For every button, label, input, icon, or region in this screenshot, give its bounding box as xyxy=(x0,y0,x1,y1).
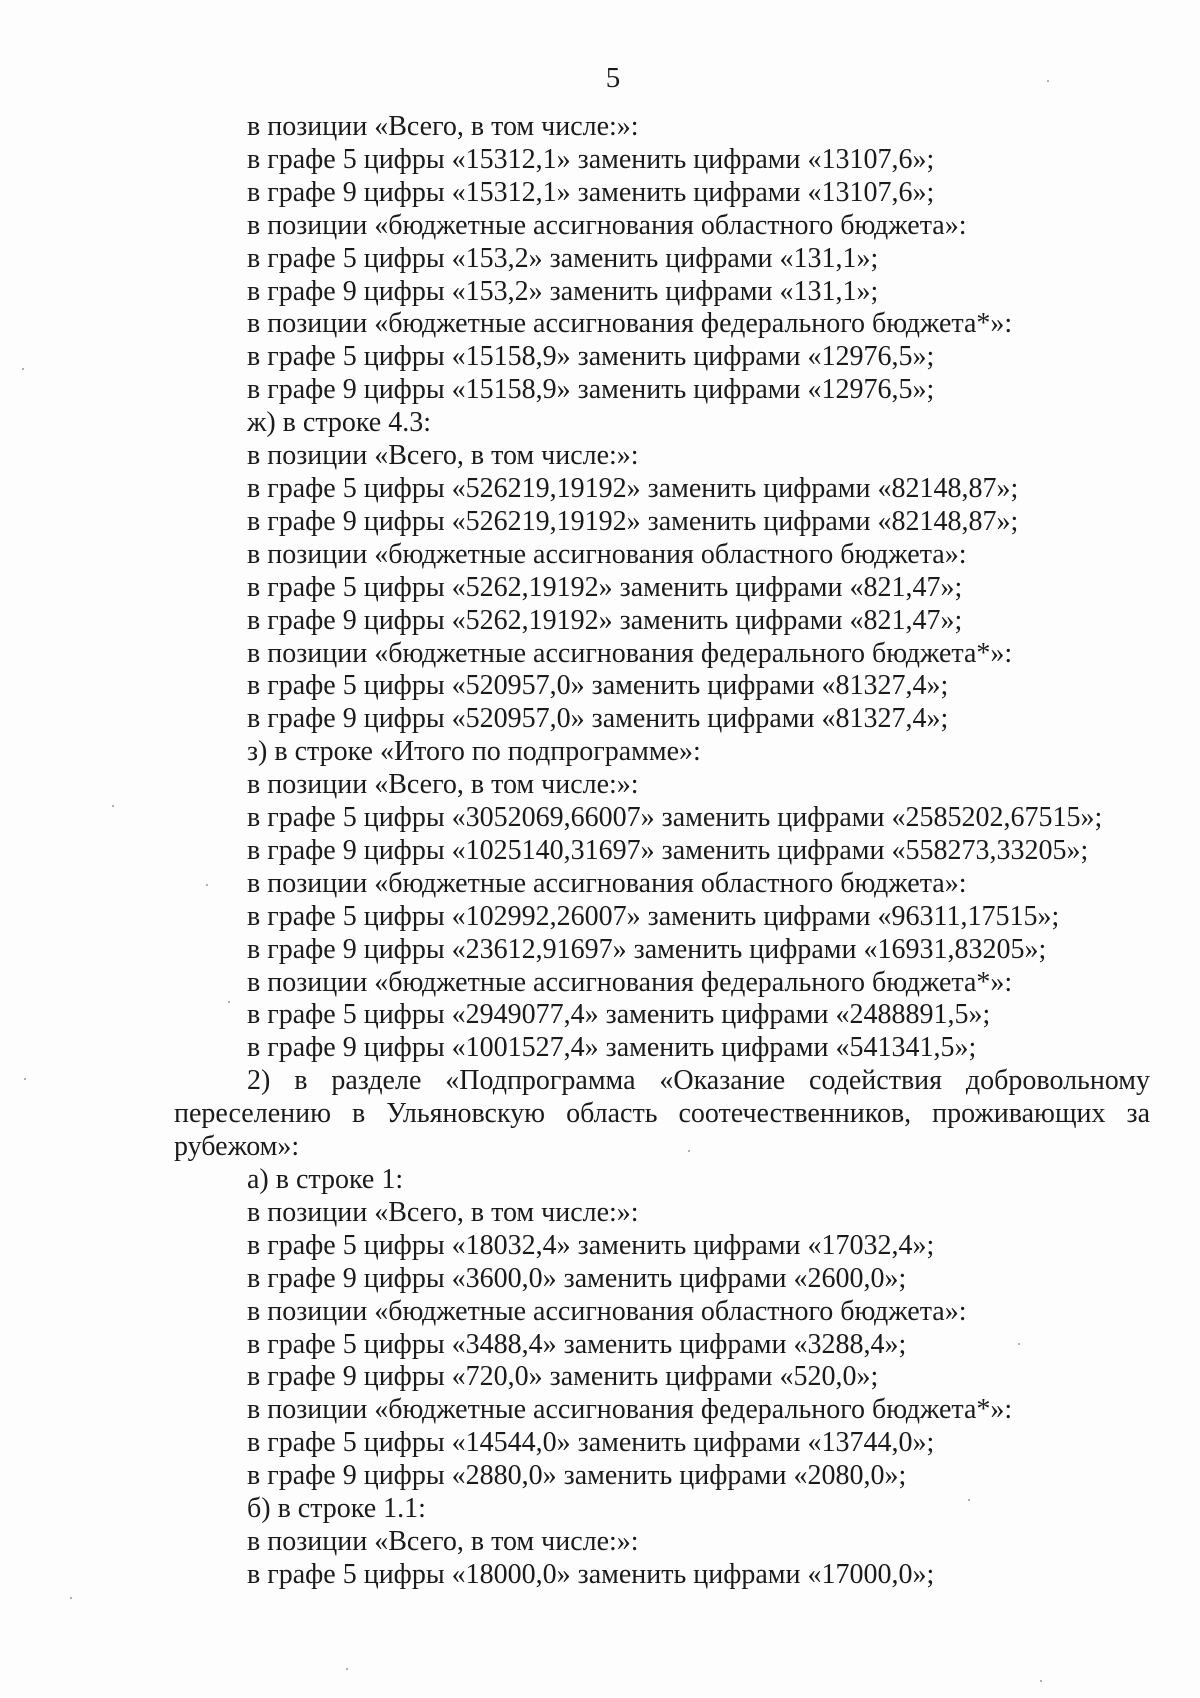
text-line: в графе 5 цифры «526219,19192» заменить цифрами «82148,87»; xyxy=(247,472,1019,504)
text-line: в графе 9 цифры «3600,0» заменить цифрами «2600,0»; xyxy=(247,1262,907,1294)
text-line: в графе 5 цифры «3488,4» заменить цифрами «3288,4»; xyxy=(247,1328,907,1360)
scan-speck xyxy=(24,1078,26,1080)
text-line: в графе 5 цифры «520957,0» заменить цифрами «81327,4»; xyxy=(247,670,949,702)
scan-speck xyxy=(70,1597,72,1599)
scan-speck xyxy=(968,1499,970,1501)
text-line: в графе 9 цифры «720,0» заменить цифрами «520,0»; xyxy=(247,1361,879,1393)
scan-speck xyxy=(22,368,24,370)
text-line: в позиции «Всего, в том числе:»: xyxy=(247,1525,639,1557)
page-number: 5 xyxy=(605,62,621,94)
scan-speck xyxy=(346,1668,348,1670)
text-line: в графе 5 цифры «5262,19192» заменить цифрами «821,47»; xyxy=(247,571,963,603)
scan-speck xyxy=(112,805,114,807)
text-line: в позиции «бюджетные ассигнования федерального бюджета*»: xyxy=(247,637,1013,669)
text-line: в графе 9 цифры «520957,0» заменить цифрами «81327,4»; xyxy=(247,703,949,735)
text-line: в графе 5 цифры «15312,1» заменить цифрами «13107,6»; xyxy=(247,143,935,175)
text-line: в позиции «Всего, в том числе:»: xyxy=(247,440,639,472)
text-line: в графе 9 цифры «526219,19192» заменить цифрами «82148,87»; xyxy=(247,505,1019,537)
text-line: в графе 9 цифры «5262,19192» заменить цифрами «821,47»; xyxy=(247,604,963,636)
text-line: в позиции «бюджетные ассигнования федерального бюджета*»: xyxy=(247,1394,1013,1426)
text-line: в графе 5 цифры «3052069,66007» заменить цифрами «2585202,67515»; xyxy=(247,802,1103,834)
text-line: в позиции «бюджетные ассигнования областного бюджета»: xyxy=(247,1295,967,1327)
text-line: ж) в строке 4.3: xyxy=(247,407,432,439)
text-line: в графе 5 цифры «15158,9» заменить цифрами «12976,5»; xyxy=(247,341,935,373)
text-line: б) в строке 1.1: xyxy=(247,1493,426,1525)
text-line: в графе 5 цифры «2949077,4» заменить цифрами «2488891,5»; xyxy=(247,999,991,1031)
text-line: в графе 5 цифры «153,2» заменить цифрами «131,1»; xyxy=(247,242,879,274)
scan-speck xyxy=(206,884,208,886)
text-line: в графе 5 цифры «102992,26007» заменить цифрами «96311,17515»; xyxy=(247,900,1060,932)
text-line: в графе 9 цифры «15312,1» заменить цифрами «13107,6»; xyxy=(247,176,935,208)
scan-speck xyxy=(228,1001,230,1003)
text-line: в позиции «бюджетные ассигнования областного бюджета»: xyxy=(247,867,967,899)
text-line: в графе 9 цифры «1025140,31697» заменить цифрами «558273,33205»; xyxy=(247,834,1089,866)
text-line: в графе 9 цифры «15158,9» заменить цифрами «12976,5»; xyxy=(247,374,935,406)
text-line: в позиции «Всего, в том числе:»: xyxy=(247,769,639,801)
scan-speck xyxy=(1018,1343,1020,1345)
text-line: в позиции «Всего, в том числе:»: xyxy=(247,1196,639,1228)
text-line: в позиции «бюджетные ассигнования областного бюджета»: xyxy=(247,538,967,570)
text-line: в графе 9 цифры «153,2» заменить цифрами «131,1»; xyxy=(247,275,879,307)
text-line: в графе 5 цифры «14544,0» заменить цифрами «13744,0»; xyxy=(247,1427,935,1459)
text-line: в графе 5 цифры «18032,4» заменить цифрами «17032,4»; xyxy=(247,1229,935,1261)
text-line: в графе 9 цифры «2880,0» заменить цифрами «2080,0»; xyxy=(247,1460,907,1492)
section-paragraph: 2) в разделе «Подпрограмма «Оказание содействия добровольному переселению в Ульяновскую область соотечественников, проживающих за рубежом»: xyxy=(174,1065,1150,1163)
text-line: в графе 9 цифры «23612,91697» заменить цифрами «16931,83205»; xyxy=(247,933,1047,965)
text-line: а) в строке 1: xyxy=(247,1164,404,1195)
text-line: в позиции «Всего, в том числе:»: xyxy=(247,111,639,142)
scan-speck xyxy=(1040,1680,1042,1682)
text-line: в графе 5 цифры «18000,0» заменить цифрами «17000,0»; xyxy=(247,1558,935,1590)
text-line: в позиции «бюджетные ассигнования федерального бюджета*»: xyxy=(247,308,1013,340)
text-line: в позиции «бюджетные ассигнования областного бюджета»: xyxy=(247,209,967,241)
document-body xyxy=(174,111,1150,1592)
text-line: в позиции «бюджетные ассигнования федерального бюджета*»: xyxy=(247,966,1013,998)
text-line: з) в строке «Итого по подпрограмме»: xyxy=(247,736,701,768)
scan-speck xyxy=(1047,80,1049,82)
scan-speck xyxy=(688,1150,690,1152)
text-line: в графе 9 цифры «1001527,4» заменить цифрами «541341,5»; xyxy=(247,1032,977,1064)
